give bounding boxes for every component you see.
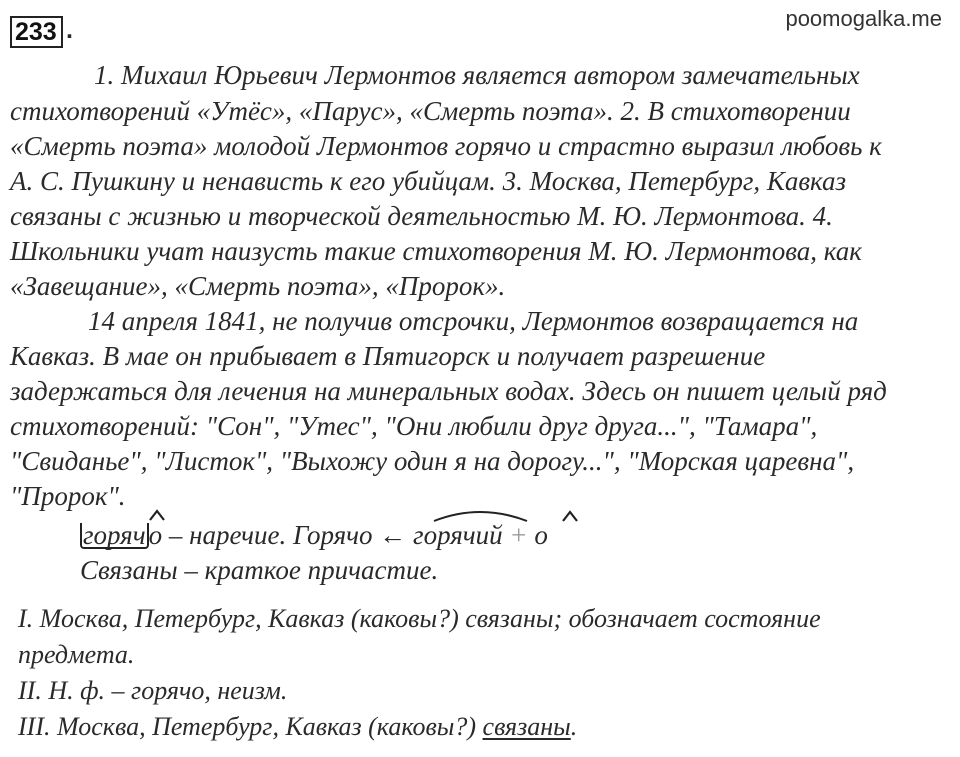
analysis-point-3-end: .: [570, 712, 578, 741]
suffix-mark-derivation: [563, 512, 577, 521]
text-line: задержаться для лечения на минеральных водах. Здесь он пишет целый ряд: [10, 376, 887, 406]
base-word-ending: ий: [475, 520, 503, 550]
derivation-arrow: ←: [379, 520, 407, 550]
text-line: «Смерть поэта» молодой Лермонтов горячо и страстно выразил любовь к: [10, 131, 882, 161]
exercise-number: 233: [10, 16, 63, 48]
text-line: Кавказ. В мае он прибывает в Пятигорск и получает разрешение: [10, 341, 766, 371]
analysis-point-1-cont: предмета.: [18, 640, 135, 669]
word-suffix: о: [148, 520, 163, 550]
suffix-mark-word: [150, 511, 164, 520]
text-line: стихотворений: "Сон", "Утес", "Они любили друг друга...", "Тамара",: [10, 411, 818, 441]
morphemic-analysis-line: [80, 520, 548, 550]
word-root: горяч: [83, 520, 146, 550]
site-watermark: poomogalka.me: [785, 6, 942, 31]
text-line: связаны с жизнью и творческой деятельностью М. Ю. Лермонтова. 4.: [10, 201, 833, 231]
text-line: "Свиданье", "Листок", "Выхожу один я на дорогу...", "Морская царевна",: [10, 446, 855, 476]
exercise-number-dot: .: [66, 16, 73, 44]
text-line: А. С. Пушкину и ненависть к его убийцам. 3. Москва, Петербург, Кавказ: [10, 166, 847, 196]
analysis-point-2: II. Н. ф. – горячо, неизм.: [18, 676, 288, 705]
text-line: 1. Михаил Юрьевич Лермонтов является автором замечательных: [94, 60, 860, 90]
text-line: 14 апреля 1841, не получив отсрочки, Лермонтов возвращается на: [88, 306, 859, 336]
root-box: [80, 520, 149, 550]
base-word-root: горяч: [413, 520, 476, 550]
analysis-point-1: I. Москва, Петербург, Кавказ (каковы?) связаны; обозначает состояние: [18, 604, 821, 633]
text-line: «Завещание», «Смерть поэта», «Пророк».: [10, 271, 506, 301]
text-line: "Пророк".: [10, 481, 126, 511]
part-of-speech-text: – наречие. Горячо: [162, 520, 380, 550]
predicate-underlined: связаны: [482, 712, 571, 741]
participle-line: Связаны – краткое причастие.: [80, 555, 439, 585]
text-line: стихотворений «Утёс», «Парус», «Смерть поэта». 2. В стихотворении: [10, 96, 851, 126]
plus-sign: +: [502, 520, 535, 550]
text-line: Школьники учат наизусть такие стихотворения М. Ю. Лермонтова, как: [10, 236, 862, 266]
analysis-point-3: [18, 712, 577, 742]
analysis-point-3-text: III. Москва, Петербург, Кавказ (каковы?): [18, 712, 483, 741]
derivation-suffix: о: [534, 520, 548, 550]
